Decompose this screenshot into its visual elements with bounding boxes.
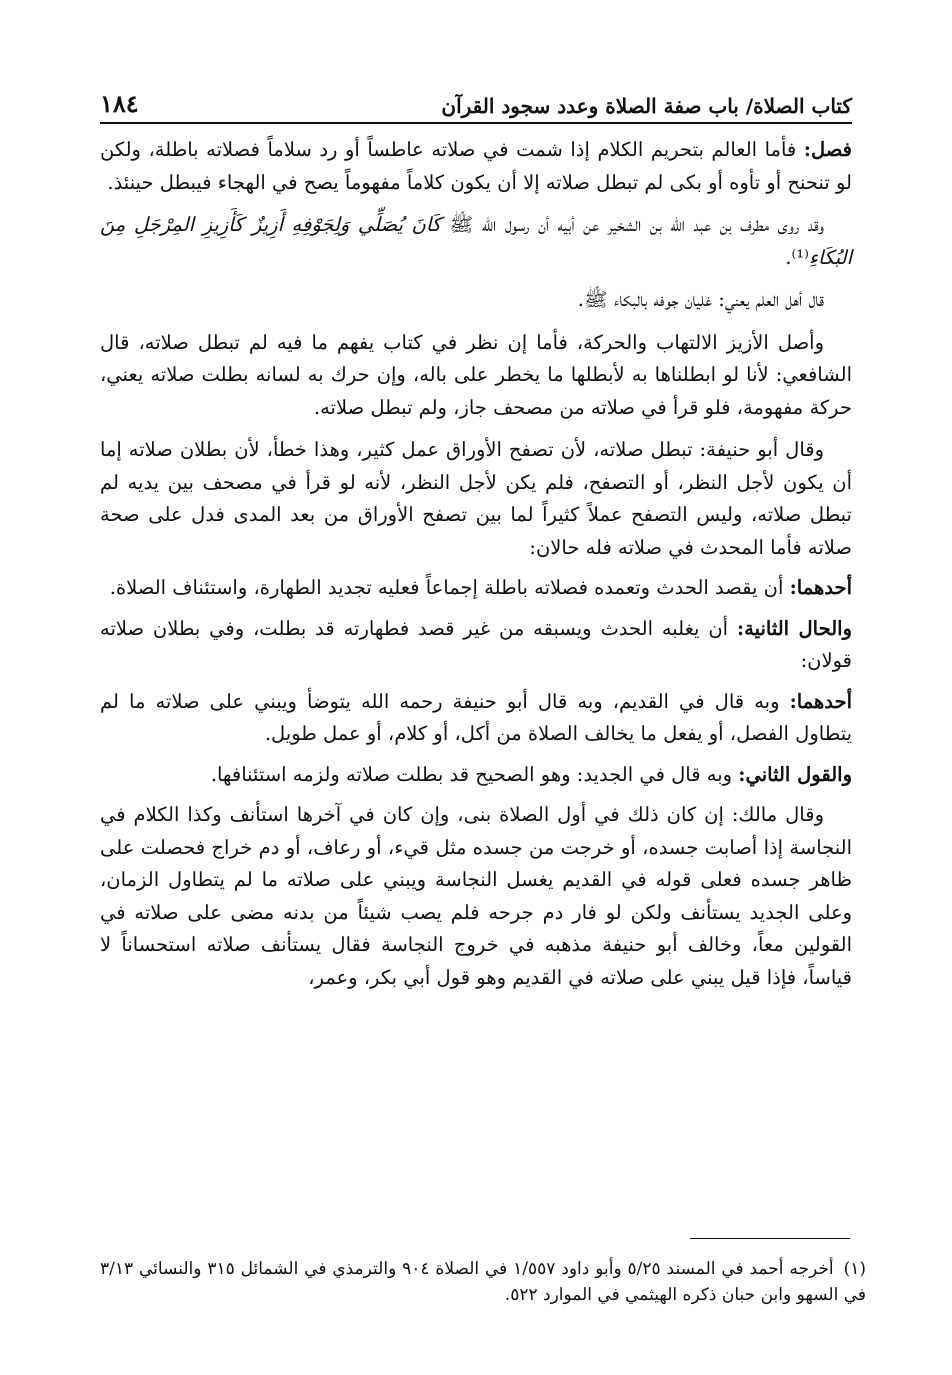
paragraph-text: قال أهل العلم يعني: غليان جوفه بالبكاء ﷺ. bbox=[577, 288, 824, 311]
paragraph-lead: أحدهما: bbox=[789, 689, 852, 713]
paragraph-lead: فصل: bbox=[803, 138, 852, 161]
footnotes bbox=[100, 1256, 866, 1308]
footnote-marker: (١) bbox=[843, 1259, 866, 1279]
paragraph-lead: أحدهما: bbox=[789, 576, 852, 599]
paragraph-malik bbox=[100, 799, 852, 994]
paragraph-first-opinion bbox=[100, 686, 852, 751]
footnote-text: أخرجه أحمد في المسند ٥/٢٥ وأبو داود ١/٥٥٧ في الصلاة ٩٠٤ والترمذي في الشمائل ٣١٥ والنسائي ٣/١٣ في السهو وابن حبان ذكره الهيثمي في الموارد ٥٢٢. bbox=[100, 1259, 866, 1305]
paragraph-fasl bbox=[100, 134, 852, 199]
hadith-quote: كَانَ يُصَلِّي وَلِجَوْفِهِ أَزِيزٌ كَأَزِيزِ المِرْجَلِ مِنَ البُكَاءِ bbox=[100, 213, 852, 269]
paragraph-abu-hanifa bbox=[100, 434, 852, 564]
footnote bbox=[100, 1256, 866, 1308]
footnote-divider bbox=[690, 1238, 850, 1239]
paragraph-text: فأما العالم بتحريم الكلام إذا شمت في صلاته عاطساً أو رد سلاماً فصلاته باطلة، ولكن لو تنحنح أو تأوه أو بكى لم تبطل صلاته إلا أن يكون كلاماً مفهوماً يصح في الهجاء فيبطل حينئذ. bbox=[100, 138, 852, 194]
paragraph-text: وقد روى مطرف بن عبد الله بن الشخير عن أبيه أن رسول الله ﷺ bbox=[441, 213, 824, 236]
paragraph-text: وبه قال في الجديد: وهو الصحيح قد بطلت صلاته ولزمه استئنافها. bbox=[210, 762, 739, 786]
paragraph-second-opinion bbox=[100, 759, 852, 792]
main-text bbox=[100, 134, 852, 1004]
paragraph-azeez bbox=[100, 327, 852, 425]
footnote-reference: ⁽¹⁾. bbox=[785, 245, 809, 269]
running-title: كتاب الصلاة/ باب صفة الصلاة وعدد سجود القرآن bbox=[441, 94, 852, 118]
paragraph-lead: والقول الثاني: bbox=[738, 762, 852, 786]
page-number: ١٨٤ bbox=[100, 89, 139, 118]
paragraph-text: وقال مالك: إن كان ذلك في أول الصلاة بنى، وإن كان في آخرها استأنف وكذا الكلام في النجاسة إذا أصابت جسده، أو خرجت من جسده مثل قيء، أو رعاف، أو دم خراج فحصلت على ظاهر جسده فعلى قوله في القديم يغسل النجاسة ويبني على صلاته ما لم يتطاول الزمان، وعلى الجديد يستأنف ولكن لو فار دم جرحه فلم يصب شيئاً من بدنه مضى على صلاته في القولين معاً، وخالف أبو حنيفة مذهبه في خروج النجاسة فقال يستأنف صلاته استحساناً لا قياساً، فإذا قيل يبني على صلاته في القديم وهو قول أبي بكر، وعمر، bbox=[100, 803, 852, 989]
page-header bbox=[100, 88, 852, 124]
paragraph-text: أن يغلبه الحدث ويسبقه من غير قصد فطهارته قد بطلت، وفي بطلان صلاته قولان: bbox=[100, 616, 852, 672]
paragraph-lead: والحال الثانية: bbox=[736, 616, 852, 640]
paragraph-first-case bbox=[100, 572, 852, 605]
paragraph-text: وقال أبو حنيفة: تبطل صلاته، لأن تصفح الأوراق عمل كثير، وهذا خطأ، لأن بطلان صلاته إما أن يكون لأجل النظر، أو التصفح، فلم يكن لأجل النظر، لأنه لو قرأ في مصحف بين يديه لم تبطل صلاته، وليس التصفح عملاً كثيراً لما بين تصفح الأوراق من بعد المدى فدل على صحة صلاته فأما المحدث في صلاته فله حالان: bbox=[100, 438, 852, 559]
paragraph-explanation bbox=[100, 284, 852, 317]
paragraph-hadith bbox=[100, 209, 852, 274]
paragraph-second-case bbox=[100, 613, 852, 678]
paragraph-text: أن يقصد الحدث وتعمده فصلاته باطلة إجماعاً فعليه تجديد الطهارة، واستئناف الصلاة. bbox=[109, 576, 790, 599]
paragraph-text: وبه قال في القديم، وبه قال أبو حنيفة رحمه الله يتوضأ ويبني على صلاته ما لم يتطاول الفصل، أو يفعل ما يخالف الصلاة من أكل، أو كلام، أو عمل طويل. bbox=[100, 689, 852, 745]
paragraph-text: وأصل الأزيز الالتهاب والحركة، فأما إن نظر في كتاب يفهم ما فيه لم تبطل صلاته، قال الشافعي: لأنا لو ابطلناها به لأبطلها ما يخطر على باله، وإن حرك به لسانه بطلت صلاته يعني، حركة مفهومة، فلو قرأ في صلاته من مصحف جاز، ولم تبطل صلاته. bbox=[100, 330, 852, 419]
